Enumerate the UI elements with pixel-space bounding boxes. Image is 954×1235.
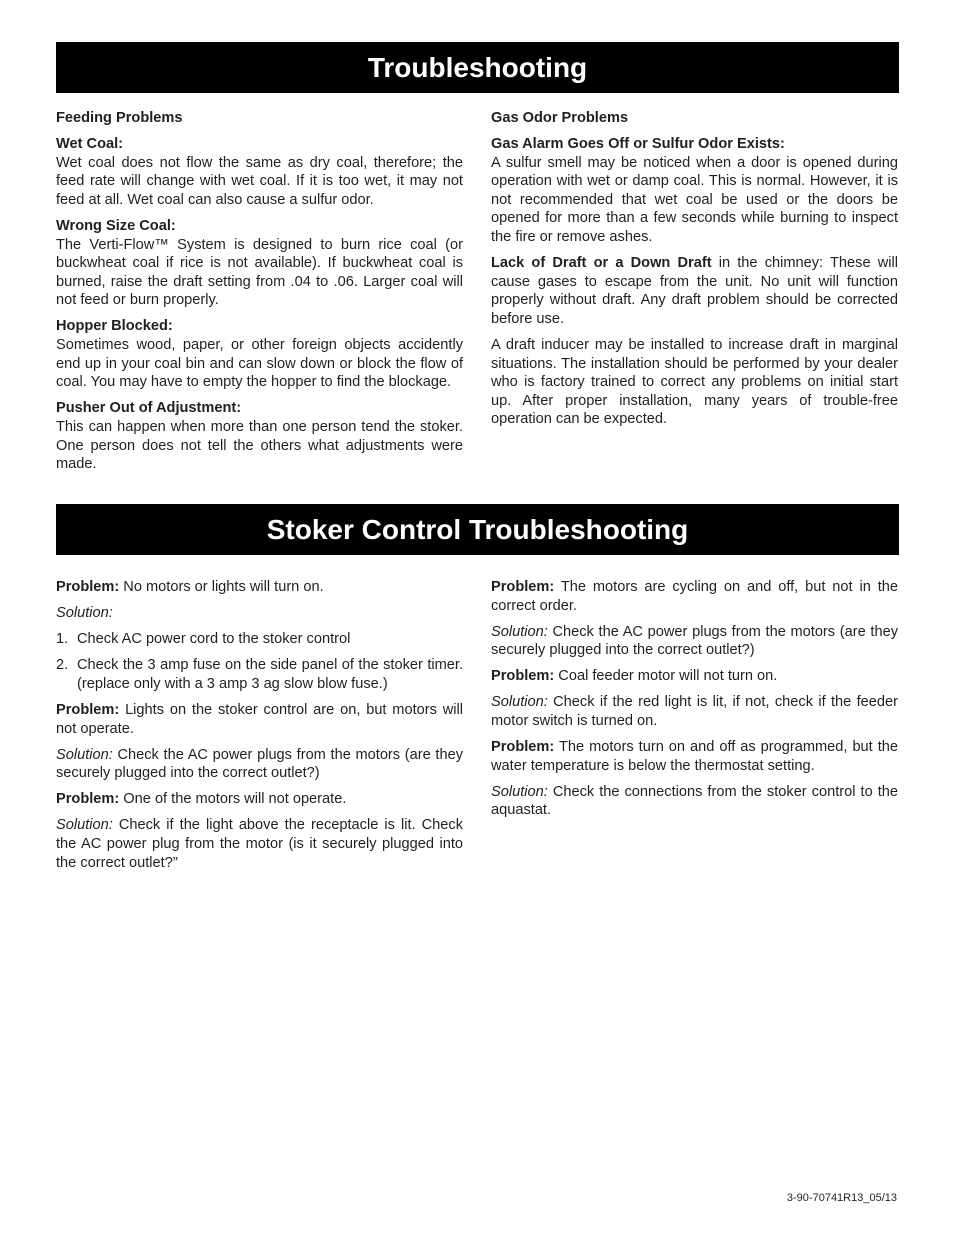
wrong-size-section xyxy=(56,217,463,310)
problem-text: No motors or lights will turn on. xyxy=(119,579,324,595)
solution-label: Solution: xyxy=(491,694,548,711)
pusher-title: Pusher Out of Adjustment: xyxy=(56,400,242,417)
wrong-size-title: Wrong Size Coal: xyxy=(56,217,176,234)
gas-odor-heading: Gas Odor Problems xyxy=(491,110,629,126)
wet-coal-section xyxy=(56,135,463,209)
problem-text: Coal feeder motor will not turn on. xyxy=(554,668,778,685)
solution-text: Check if the light above the receptacle is lit. Check the AC power plug from the motor (is it securely plugged into the correct outlet?” xyxy=(56,817,463,871)
problem-text: The motors turn on and off as programmed, but the water temperature is below the thermostat setting. xyxy=(491,739,898,774)
problem-6 xyxy=(491,738,898,775)
troubleshooting-banner: Troubleshooting xyxy=(56,42,899,93)
stoker-left-column xyxy=(56,578,463,880)
wet-coal-title: Wet Coal: xyxy=(56,136,124,153)
draft-inducer-text: A draft inducer may be installed to increase draft in marginal situations. The installation should be performed by your dealer who is factory trained to correct any problems on initial start up. After proper installation, many years of trouble-free operation can be expected. xyxy=(491,337,898,428)
list-number: 2. xyxy=(56,657,69,674)
solution-text: Check the AC power plugs from the motors (are they securely plugged into the correct outlet?) xyxy=(491,623,898,659)
problem-label: Problem: xyxy=(56,791,120,808)
list-item xyxy=(56,630,463,649)
hopper-blocked-section xyxy=(56,317,463,391)
draft-text: in the chimney: These will cause gases to escape from the unit. No unit will function properly without draft. Any draft problem should be corrected before use. xyxy=(491,255,898,327)
problem-text: The motors are cycling on and off, but not in the correct order. xyxy=(491,579,898,614)
feeding-problems-column xyxy=(56,109,463,481)
problem-2 xyxy=(56,701,463,738)
stoker-control-banner: Stoker Control Troubleshooting xyxy=(56,504,899,555)
problem-label: Problem: xyxy=(56,701,120,718)
list-number: 1. xyxy=(56,631,69,648)
solution-text: Check the connections from the stoker control to the aquastat. xyxy=(491,783,898,819)
problem-1 xyxy=(56,578,463,597)
problem-label: Problem: xyxy=(491,739,555,756)
solution-label: Solution: xyxy=(56,817,113,834)
solution-label: Solution: xyxy=(56,605,113,622)
gas-alarm-text: A sulfur smell may be noticed when a door is opened during operation with wet or damp coal. This is normal. However, it is not recommended that wet coal be used or the doors be opened for more than a few seconds while burning to inspect the fire or remove ashes. xyxy=(491,154,898,246)
draft-bold: Lack of Draft or a Down Draft xyxy=(491,255,712,272)
problem-text: Lights on the stoker control are on, but motors will not operate. xyxy=(56,701,463,737)
list-item xyxy=(56,656,463,693)
hopper-blocked-text: Sometimes wood, paper, or other foreign objects accidently end up in your coal bin and can slow down or block the flow of coal. You may have to empty the hopper to find the blockage. xyxy=(56,337,463,391)
pusher-section xyxy=(56,399,463,473)
hopper-blocked-title: Hopper Blocked: xyxy=(56,318,173,335)
gas-alarm-title: Gas Alarm Goes Off or Sulfur Odor Exists: xyxy=(491,136,785,153)
solution-label: Solution: xyxy=(491,623,548,640)
feeding-problems-heading: Feeding Problems xyxy=(56,110,183,126)
gas-odor-column xyxy=(491,109,898,437)
draft-section xyxy=(491,254,898,328)
problem-label: Problem: xyxy=(491,668,555,685)
wrong-size-text: The Verti-Flow™ System is designed to burn rice coal (or buckwheat coal if rice is not available). If buckwheat coal is burned, raise the draft setting from .04 to .06. Larger coal will not feed or burn properly. xyxy=(56,236,463,309)
solution-4 xyxy=(491,623,898,660)
solution-text: Check the AC power plugs from the motors (are they securely plugged into the correct outlet?) xyxy=(56,746,463,782)
problem-label: Problem: xyxy=(491,579,555,595)
solution-3 xyxy=(56,816,463,872)
gas-alarm-section xyxy=(491,135,898,247)
stoker-right-column xyxy=(491,578,898,828)
document-number: 3-90-70741R13_05/13 xyxy=(786,1192,897,1204)
problem-3 xyxy=(56,790,463,809)
pusher-text: This can happen when more than one person tend the stoker. One person does not tell the others what adjustments were made. xyxy=(56,418,463,473)
problem-label: Problem: xyxy=(56,579,120,595)
problem-text: One of the motors will not operate. xyxy=(119,791,347,808)
list-text: Check the 3 amp fuse on the side panel of the stoker timer. (replace only with a 3 amp 3 ag slow blow fuse.) xyxy=(77,657,463,692)
solution-2 xyxy=(56,746,463,783)
solution-6 xyxy=(491,783,898,820)
problem-5 xyxy=(491,667,898,686)
problem-4 xyxy=(491,578,898,615)
solution-label: Solution: xyxy=(491,783,548,800)
solution-text: Check if the red light is lit, if not, check if the feeder motor switch is turned on. xyxy=(491,694,898,730)
solution-label: Solution: xyxy=(56,746,113,763)
list-text: Check AC power cord to the stoker control xyxy=(77,631,351,648)
wet-coal-text: Wet coal does not flow the same as dry coal, therefore; the feed rate will change with wet coal. If it is too wet, it may not feed at all. Wet coal can also cause a sulfur odor. xyxy=(56,154,463,208)
solution-5 xyxy=(491,693,898,730)
